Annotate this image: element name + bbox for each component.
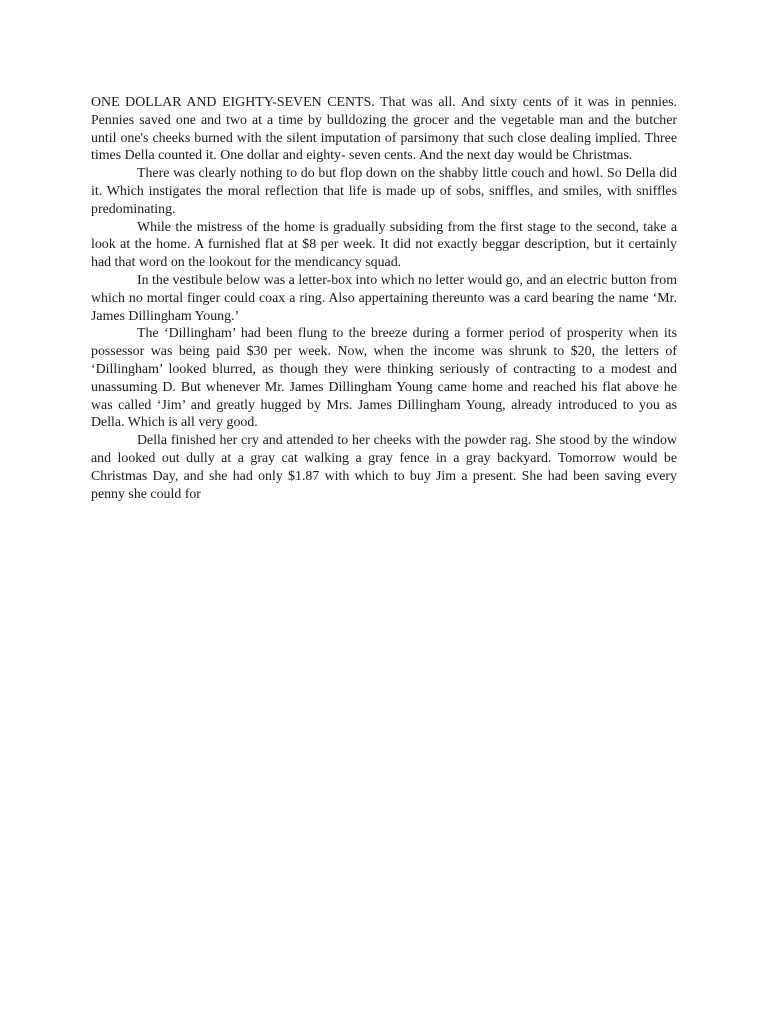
paragraph-3: While the mistress of the home is gradually subsiding from the first stage to the second, take a look at the home. A furnished flat at $8 per week. It did not exactly beggar description, but it certainly had that word on the lookout for the mendicancy squad. xyxy=(91,219,677,271)
paragraph-2: There was clearly nothing to do but flop down on the shabby little couch and howl. So Della did it. Which instigates the moral reflection that life is made up of sobs, sniffles, and smiles, with sniffles predominating. xyxy=(91,166,677,217)
paragraph-1: ONE DOLLAR AND EIGHTY-SEVEN CENTS. That was all. And sixty cents of it was in pennies. Pennies saved one and two at a time by bulldozing the grocer and the vegetable man and the butcher until one's cheeks burned with the silent imputation of parsimony that such close dealing implied. Three times Della counted it. One dollar and eighty- seven cents. And the next day would be Christmas. xyxy=(91,95,677,164)
document-body xyxy=(91,94,677,503)
paragraph-5: The ‘Dillingham’ had been flung to the breeze during a former period of prosperity when its possessor was being paid $30 per week. Now, when the income was shrunk to $20, the letters of ‘Dillingham’ looked blurred, as though they were thinking seriously of contracting to a modest and unassuming D. But whenever Mr. James Dillingham Young came home and reached his flat above he was called ‘Jim’ and greatly hugged by Mrs. James Dillingham Young, already introduced to you as Della. Which is all very good. xyxy=(91,326,677,431)
paragraph-4: In the vestibule below was a letter-box into which no letter would go, and an electric button from which no mortal finger could coax a ring. Also appertaining thereunto was a card bearing the name ‘Mr. James Dillingham Young.’ xyxy=(91,272,677,324)
paragraph-6: Della finished her cry and attended to her cheeks with the powder rag. She stood by the window and looked out dully at a gray cat walking a gray fence in a gray backyard. Tomorrow would be Christmas Day, and she had only $1.87 with which to buy Jim a present. She had been saving every penny she could for xyxy=(91,433,677,502)
